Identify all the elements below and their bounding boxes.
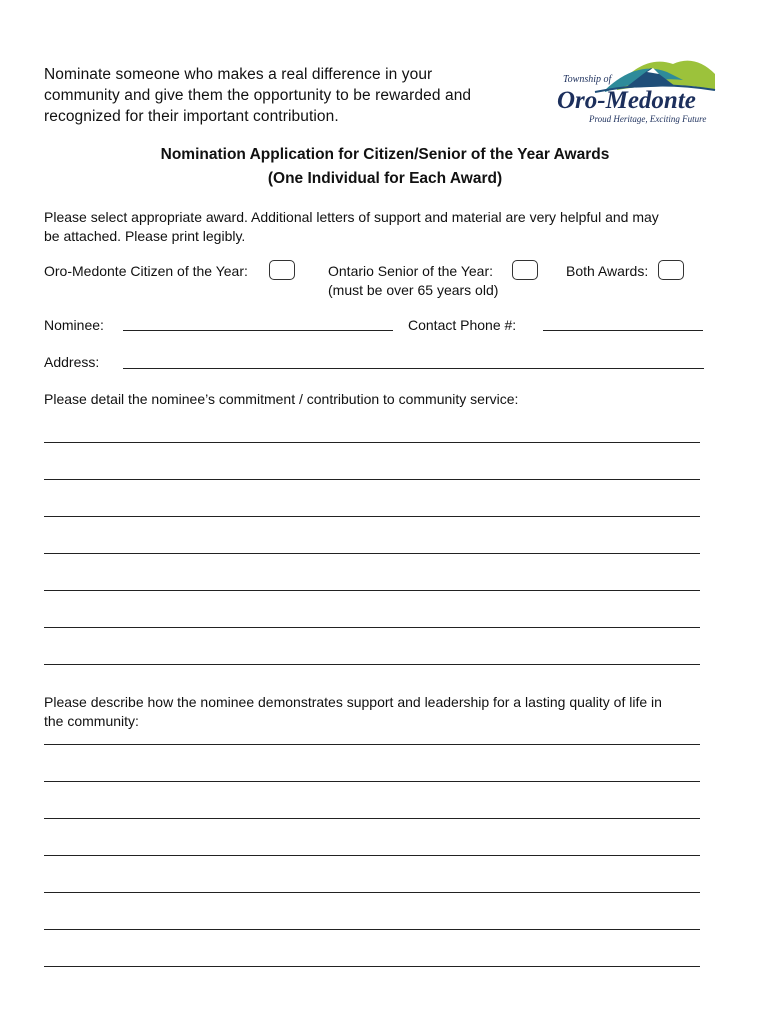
leadership-answer-line[interactable]	[44, 781, 700, 782]
citizen-award-label: Oro-Medonte Citizen of the Year:	[44, 263, 248, 279]
nominee-field[interactable]	[123, 330, 393, 331]
both-awards-checkbox[interactable]	[658, 260, 684, 280]
leadership-answer-line[interactable]	[44, 744, 700, 745]
leadership-answer-line[interactable]	[44, 818, 700, 819]
address-label: Address:	[44, 354, 100, 370]
intro-line-2: community and give them the opportunity to be rewarded and	[44, 87, 472, 104]
intro-line-1: Nominate someone who makes a real difference in your	[44, 66, 433, 83]
commitment-answer-line[interactable]	[44, 590, 700, 591]
commitment-answer-line[interactable]	[44, 516, 700, 517]
nominee-label: Nominee:	[44, 317, 104, 333]
logo-mountains-icon	[555, 50, 720, 128]
phone-label: Contact Phone #:	[408, 317, 517, 333]
leadership-answer-line[interactable]	[44, 966, 700, 967]
svg-text:Oro-Medonte: Oro-Medonte	[557, 87, 696, 114]
phone-field[interactable]	[543, 330, 703, 331]
commitment-answer-line[interactable]	[44, 627, 700, 628]
leadership-question-line-2: the community:	[44, 713, 139, 729]
leadership-answer-line[interactable]	[44, 892, 700, 893]
commitment-answer-line[interactable]	[44, 442, 700, 443]
form-subtitle: (One Individual for Each Award)	[267, 170, 503, 187]
intro-line-3: recognized for their important contribution.	[44, 108, 339, 125]
both-awards-label: Both Awards:	[566, 263, 649, 279]
svg-text:Proud Heritage, Exciting Futur: Proud Heritage, Exciting Future	[589, 114, 707, 124]
leadership-question-line-1: Please describe how the nominee demonstrates support and leadership for a lasting quality of life in	[44, 694, 662, 710]
citizen-award-checkbox[interactable]	[269, 260, 295, 280]
svg-text:Township of: Township of	[563, 74, 612, 85]
instructions-line-1: Please select appropriate award. Additional letters of support and material are very helpful and may	[44, 209, 659, 225]
senior-age-note: (must be over 65 years old)	[328, 282, 499, 298]
commitment-answer-line[interactable]	[44, 664, 700, 665]
commitment-question: Please detail the nominee’s commitment / contribution to community service:	[44, 391, 519, 407]
instructions	[44, 208, 724, 246]
form-title: Nomination Application for Citizen/Senior of the Year Awards	[160, 146, 610, 163]
leadership-answer-line[interactable]	[44, 855, 700, 856]
senior-award-label: Ontario Senior of the Year:	[328, 263, 493, 279]
commitment-answer-line[interactable]	[44, 479, 700, 480]
commitment-answer-line[interactable]	[44, 553, 700, 554]
intro-paragraph	[44, 64, 544, 127]
leadership-question	[44, 693, 734, 731]
senior-award-checkbox[interactable]	[512, 260, 538, 280]
township-logo	[555, 50, 720, 128]
instructions-line-2: be attached. Please print legibly.	[44, 228, 246, 244]
address-field[interactable]	[123, 368, 704, 369]
leadership-answer-line[interactable]	[44, 929, 700, 930]
